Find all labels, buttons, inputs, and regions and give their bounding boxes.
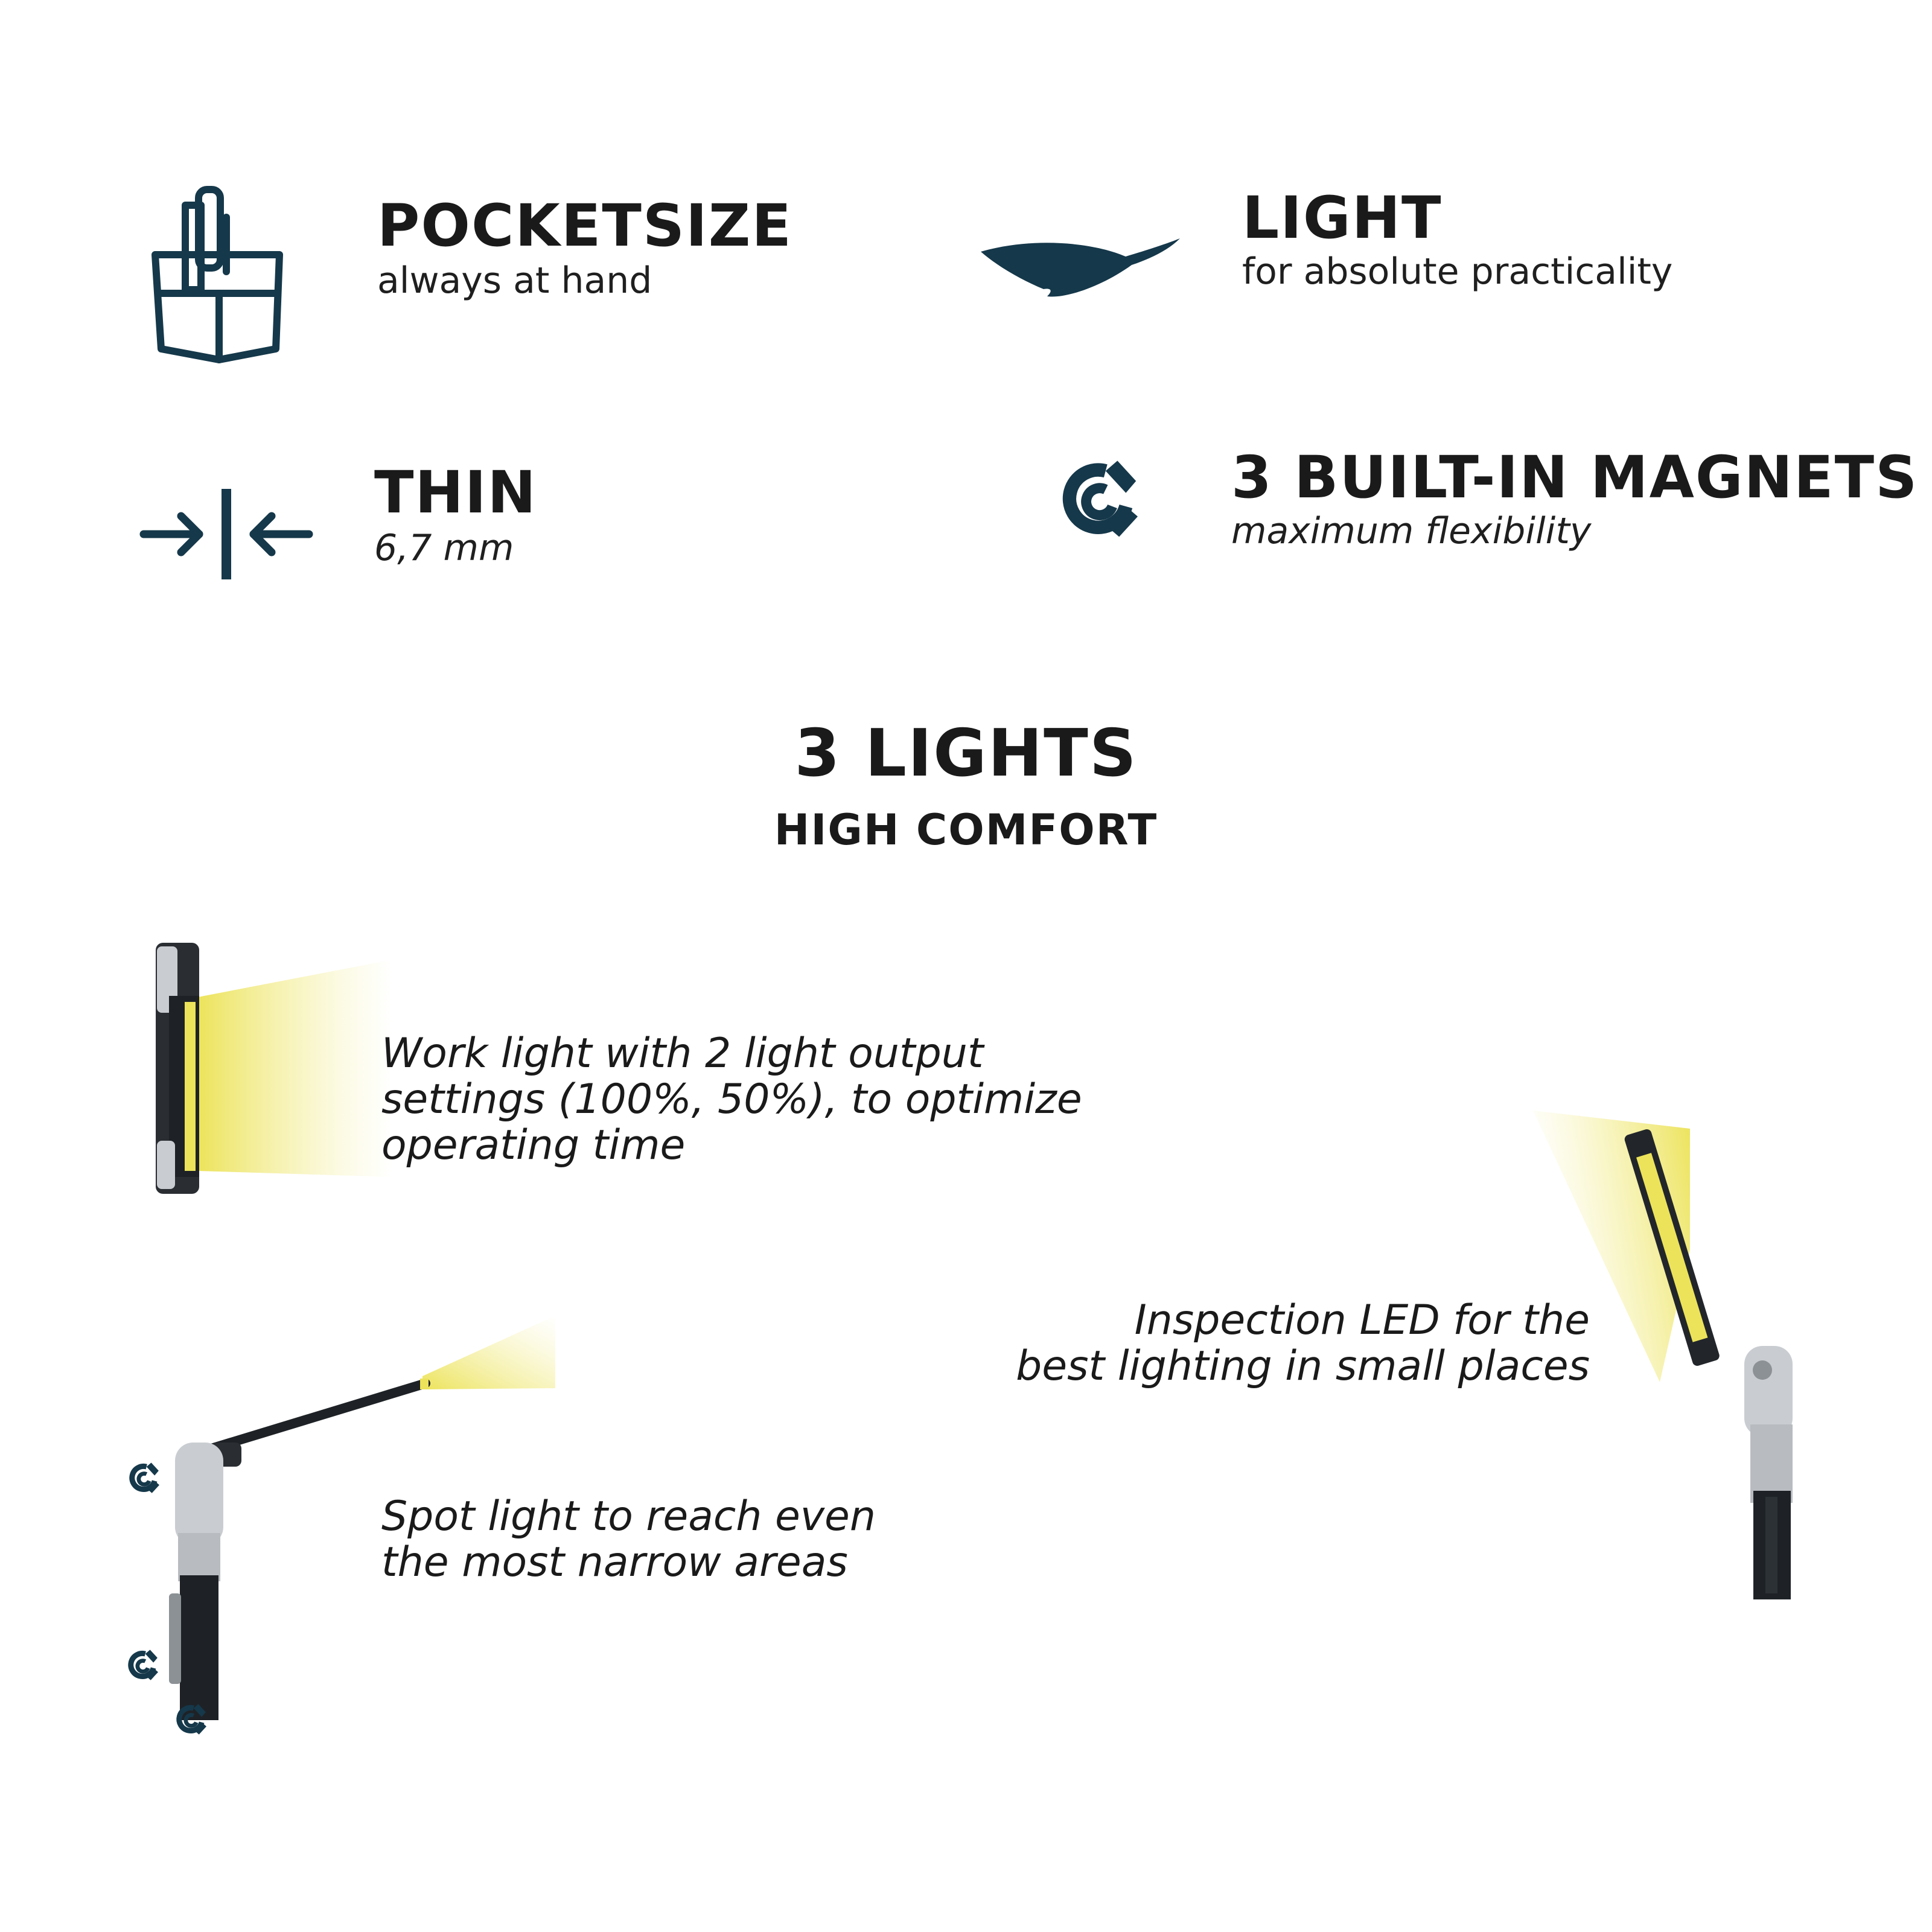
magnets-subtitle: maximum flexibility [1231,510,1592,552]
pocket-pens-icon [148,181,287,365]
feather-icon [981,238,1180,302]
spot-line-2: the most narrow areas [381,1538,848,1586]
spot-magnet-icon-2 [131,1650,158,1680]
light-subtitle: for absolute practicality [1242,250,1673,293]
pocketsize-subtitle: always at hand [377,260,652,302]
work-light-line-2: settings (100%, 50%), to optimize [381,1076,1082,1123]
spot-light-description [381,1494,876,1586]
inspection-line-1: Inspection LED for the [1134,1296,1590,1344]
work-light-description [381,1031,1082,1168]
work-light-line-1: Work light with 2 light output [381,1030,984,1077]
section-title: 3 LIGHTS [794,716,1138,791]
work-light-device [151,942,392,1195]
spot-light-beam [422,1316,555,1389]
spot-magnet-icon-1 [132,1462,159,1493]
light-title: LIGHT [1242,184,1443,252]
thin-title: THIN [374,459,537,526]
section-subtitle: HIGH COMFORT [774,805,1158,855]
inspection-line-2: best lighting in small places [1016,1342,1590,1390]
work-light-beam [198,960,392,1177]
magnet-icon [1053,456,1138,540]
thin-arrows-icon [139,489,314,579]
pocketsize-title: POCKETSIZE [377,192,792,260]
inspection-led-description [1016,1298,1590,1389]
thin-subtitle: 6,7 mm [374,527,514,569]
work-light-line-3: operating time [381,1121,686,1169]
spot-line-1: Spot light to reach even [381,1493,876,1540]
magnets-title: 3 BUILT-IN MAGNETS [1231,444,1919,511]
